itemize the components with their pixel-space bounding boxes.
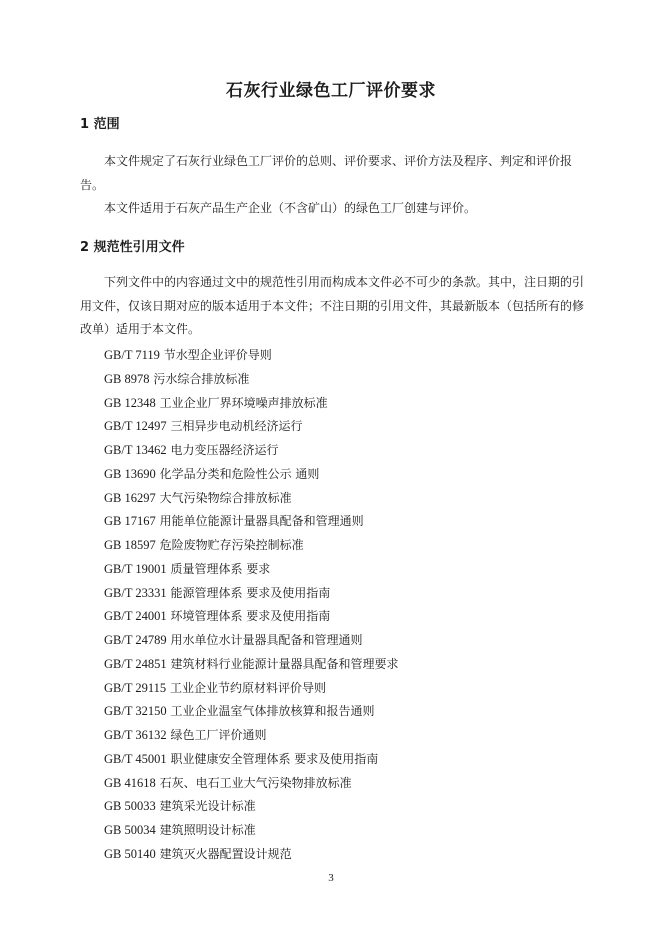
page-number: 3 <box>328 872 334 884</box>
reference-title: 工业企业节约原材料评价导则 <box>170 680 327 695</box>
references-intro-paragraph: 下列文件中的内容通过文中的规范性引用而构成本文件必不可少的条款。其中，注日期的引用文件，仅该日期对应的版本适用于本文件；不注日期的引用文件，其最新版本（包括所有的修改单）适用于本文件。 <box>80 275 585 336</box>
reference-title: 用水单位水计量器具配备和管理通则 <box>170 633 363 647</box>
reference-item <box>104 416 398 440</box>
reference-code: GB/T 13462 <box>104 443 167 457</box>
reference-code: GB/T 23331 <box>104 585 167 600</box>
reference-code: GB 18597 <box>104 538 156 552</box>
reference-code: GB 16297 <box>104 490 156 505</box>
reference-code: GB/T 24851 <box>104 656 167 671</box>
section-heading-normative-references: 2 规范性引用文件 <box>80 240 185 255</box>
reference-code: GB 50140 <box>104 846 156 861</box>
reference-code: GB/T 32150 <box>104 704 167 719</box>
reference-title: 建筑照明设计标准 <box>159 823 256 837</box>
reference-title: 质量管理体系 要求 <box>170 561 271 576</box>
reference-code: GB/T 24789 <box>104 633 167 647</box>
reference-code: GB 13690 <box>104 466 156 481</box>
reference-item <box>104 606 398 630</box>
reference-title: 建筑采光设计标准 <box>159 799 256 814</box>
reference-item <box>104 511 398 535</box>
reference-item <box>104 844 398 868</box>
reference-title: 工业企业温室气体排放核算和报告通则 <box>170 704 375 719</box>
reference-item <box>104 464 398 488</box>
reference-code: GB 8978 <box>104 371 150 386</box>
reference-title: 建筑灭火器配置设计规范 <box>159 846 292 861</box>
reference-title: 建筑材料行业能源计量器具配备和管理要求 <box>170 656 399 671</box>
scope-paragraph-1: 本文件规定了石灰行业绿色工厂评价的总则、评价要求、评价方法及程序、判定和评价报告。 <box>80 154 573 192</box>
reference-item <box>104 559 398 583</box>
reference-item <box>104 678 398 702</box>
reference-code: GB 50033 <box>104 799 156 814</box>
reference-code: GB/T 19001 <box>104 561 167 576</box>
reference-item <box>104 488 398 512</box>
reference-title: 电力变压器经济运行 <box>170 443 279 457</box>
reference-title: 大气污染物综合排放标准 <box>159 490 292 505</box>
reference-list <box>104 345 398 868</box>
reference-item <box>104 630 398 654</box>
reference-item <box>104 583 398 607</box>
reference-title: 工业企业厂界环境噪声排放标准 <box>159 395 328 410</box>
reference-title: 化学品分类和危险性公示 通则 <box>159 466 320 481</box>
reference-code: GB/T 12497 <box>104 419 167 434</box>
reference-code: GB 17167 <box>104 514 156 529</box>
reference-title: 石灰、电石工业大气污染物排放标准 <box>159 775 352 790</box>
reference-item <box>104 535 398 559</box>
reference-item <box>104 369 398 393</box>
reference-title: 节水型企业评价导则 <box>163 348 272 362</box>
reference-item <box>104 440 398 464</box>
scope-paragraph-2: 本文件适用于石灰产品生产企业（不含矿山）的绿色工厂创建与评价。 <box>104 201 477 215</box>
reference-title: 绿色工厂评价通则 <box>170 728 267 742</box>
reference-code: GB 12348 <box>104 395 156 410</box>
reference-item <box>104 345 398 369</box>
reference-code: GB/T 29115 <box>104 680 167 695</box>
reference-item <box>104 725 398 749</box>
reference-title: 污水综合排放标准 <box>153 371 250 386</box>
reference-item <box>104 749 398 773</box>
reference-title: 环境管理体系 要求及使用指南 <box>170 609 331 624</box>
reference-code: GB/T 24001 <box>104 609 167 624</box>
reference-title: 能源管理体系 要求及使用指南 <box>170 585 331 600</box>
document-title: 石灰行业绿色工厂评价要求 <box>226 81 436 101</box>
reference-item <box>104 393 398 417</box>
reference-item <box>104 820 398 844</box>
reference-item <box>104 654 398 678</box>
reference-title: 三相异步电动机经济运行 <box>170 419 303 434</box>
reference-item <box>104 773 398 797</box>
reference-code: GB/T 36132 <box>104 728 167 742</box>
reference-code: GB/T 7119 <box>104 348 160 362</box>
reference-item <box>104 796 398 820</box>
reference-code: GB 50034 <box>104 823 156 837</box>
reference-code: GB/T 45001 <box>104 751 167 766</box>
reference-title: 用能单位能源计量器具配备和管理通则 <box>159 514 364 529</box>
reference-code: GB 41618 <box>104 775 156 790</box>
reference-title: 危险废物贮存污染控制标准 <box>159 538 304 552</box>
reference-item <box>104 701 398 725</box>
section-heading-scope: 1 范围 <box>80 117 120 132</box>
reference-title: 职业健康安全管理体系 要求及使用指南 <box>170 751 379 766</box>
